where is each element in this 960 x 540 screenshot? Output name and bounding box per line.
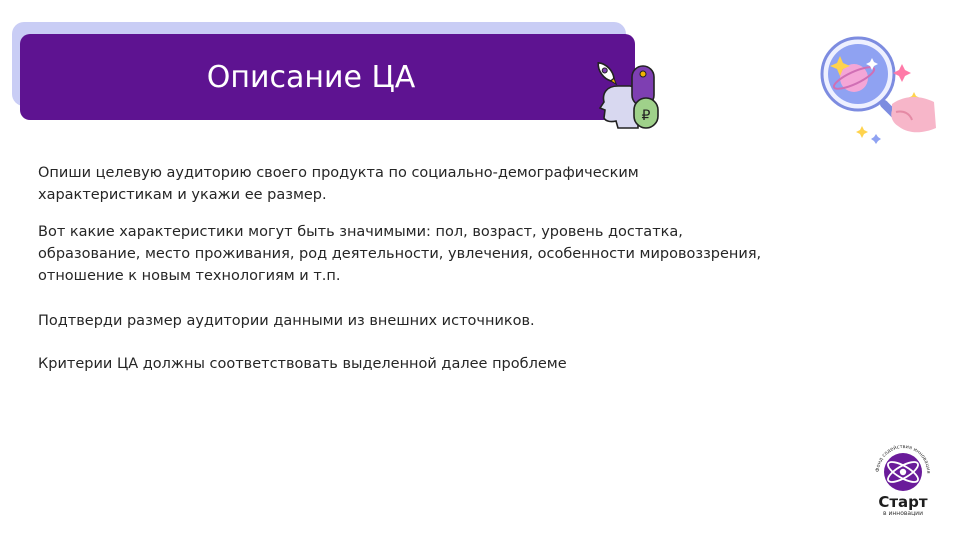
paragraph-line: образование, место проживания, род деятельности, увлечения, особенности мировоззрения, [38,246,762,262]
head-rocket-ruble-icon [588,58,664,130]
planet-hand-illustration [810,30,940,160]
logo-subtitle: в инновации [883,510,923,517]
logo-ring-text: Фонд содействия инновация [874,443,932,474]
paragraph-target-audience [38,162,858,206]
paragraph-line: отношение к новым технологиям и т.п. [38,268,341,284]
paragraph-line: Вот какие характеристики могут быть значимыми: пол, возраст, уровень достатка, [38,224,683,240]
paragraph-confirm-size: Подтверди размер аудитории данными из внешних источников. [38,313,535,329]
logo-word: Старт [878,493,928,511]
slide-title: Описание ЦА [206,60,416,95]
paragraph-criteria: Критерии ЦА должны соответствовать выделенной далее проблеме [38,356,567,372]
paragraph-line: Опиши целевую аудиторию своего продукта по социально-демографическим [38,165,639,181]
paragraph-line: характеристикам и укажи ее размер. [38,187,327,203]
paragraph-characteristics [38,221,858,287]
svg-text:₽: ₽ [641,108,651,124]
